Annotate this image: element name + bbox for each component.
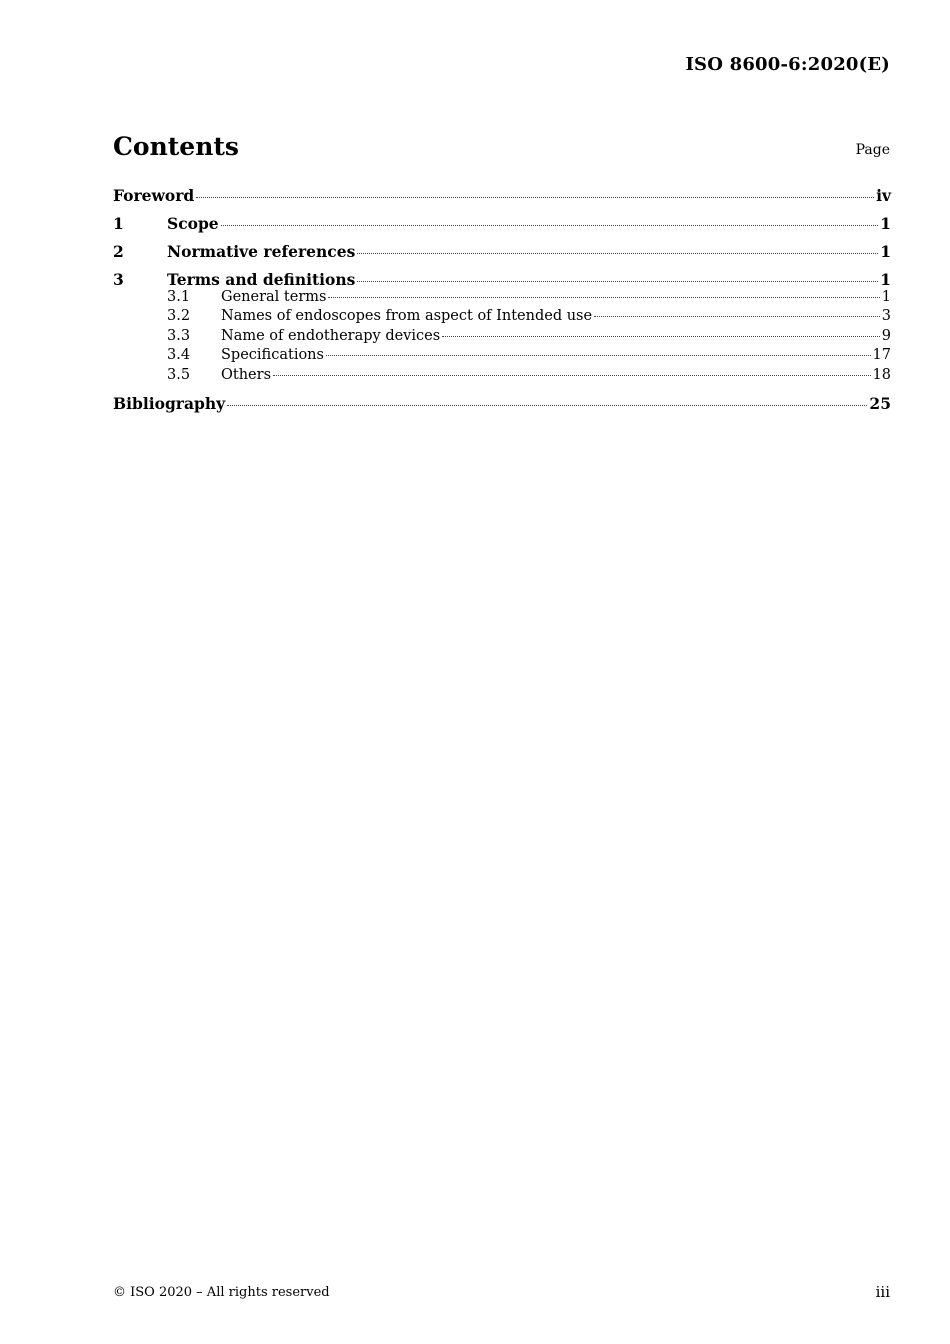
toc-entry-name-of-endotherapy-devices[interactable] — [113, 328, 891, 347]
dot-leader — [328, 297, 879, 298]
toc-entry-title: Terms and definitions — [167, 270, 356, 289]
toc-entry-page: iv — [876, 186, 891, 205]
toc-entry-title: Bibliography — [113, 393, 226, 413]
toc-entry-page: 25 — [869, 393, 891, 413]
toc-entry-title: Foreword — [113, 186, 195, 205]
toc-entry-bibliography[interactable] — [113, 394, 891, 422]
toc-entry-specifications[interactable] — [113, 347, 891, 366]
dot-leader — [196, 197, 874, 198]
toc-entry-names-of-endoscopes[interactable] — [113, 308, 891, 327]
dot-leader — [442, 336, 880, 337]
toc-entry-title: Scope — [167, 214, 219, 233]
dot-leader — [273, 375, 871, 376]
toc-entry-general-terms[interactable] — [113, 289, 891, 308]
toc-entry-number: 3.5 — [167, 366, 191, 383]
dot-leader — [357, 253, 878, 254]
toc-entry-title: Name of endotherapy devices — [221, 327, 441, 344]
toc-entry-number: 3 — [113, 270, 124, 289]
toc-entry-foreword[interactable] — [113, 186, 891, 214]
table-of-contents — [113, 186, 891, 422]
toc-entry-title: Normative references — [167, 242, 356, 261]
toc-entry-number: 3.4 — [167, 347, 191, 364]
toc-entry-normative-references[interactable] — [113, 242, 891, 270]
copyright-notice: © ISO 2020 – All rights reserved — [113, 1285, 330, 1300]
toc-entry-number: 2 — [113, 242, 124, 261]
toc-entry-number: 3.2 — [167, 308, 191, 325]
toc-entry-terms-and-definitions[interactable] — [113, 270, 891, 289]
toc-entry-others[interactable] — [113, 367, 891, 386]
toc-entry-number: 3.1 — [167, 289, 191, 305]
dot-leader — [227, 405, 867, 406]
toc-entry-page: 18 — [872, 366, 891, 383]
toc-entry-page: 1 — [880, 270, 891, 289]
toc-entry-page: 1 — [881, 289, 891, 305]
dot-leader — [221, 225, 879, 226]
toc-entry-scope[interactable] — [113, 214, 891, 242]
toc-entry-page: 1 — [880, 214, 891, 233]
toc-entry-page: 3 — [881, 308, 891, 325]
document-id: ISO 8600-6:2020(E) — [685, 54, 890, 75]
dot-leader — [594, 316, 880, 317]
toc-entry-title: Names of endoscopes from aspect of Intended use — [221, 308, 593, 325]
toc-entry-number: 3.3 — [167, 327, 191, 344]
toc-entry-title: Others — [221, 366, 272, 383]
toc-entry-page: 1 — [880, 242, 891, 261]
page-number: iii — [875, 1283, 890, 1301]
toc-entry-title: General terms — [221, 289, 327, 305]
dot-leader — [326, 355, 871, 356]
contents-heading: Contents — [113, 132, 240, 161]
toc-entry-page: 9 — [881, 327, 891, 344]
toc-entry-page: 17 — [872, 347, 891, 364]
page-column-label: Page — [855, 142, 890, 158]
toc-entry-number: 1 — [113, 214, 124, 233]
toc-entry-title: Specifications — [221, 347, 324, 364]
dot-leader — [357, 281, 878, 282]
